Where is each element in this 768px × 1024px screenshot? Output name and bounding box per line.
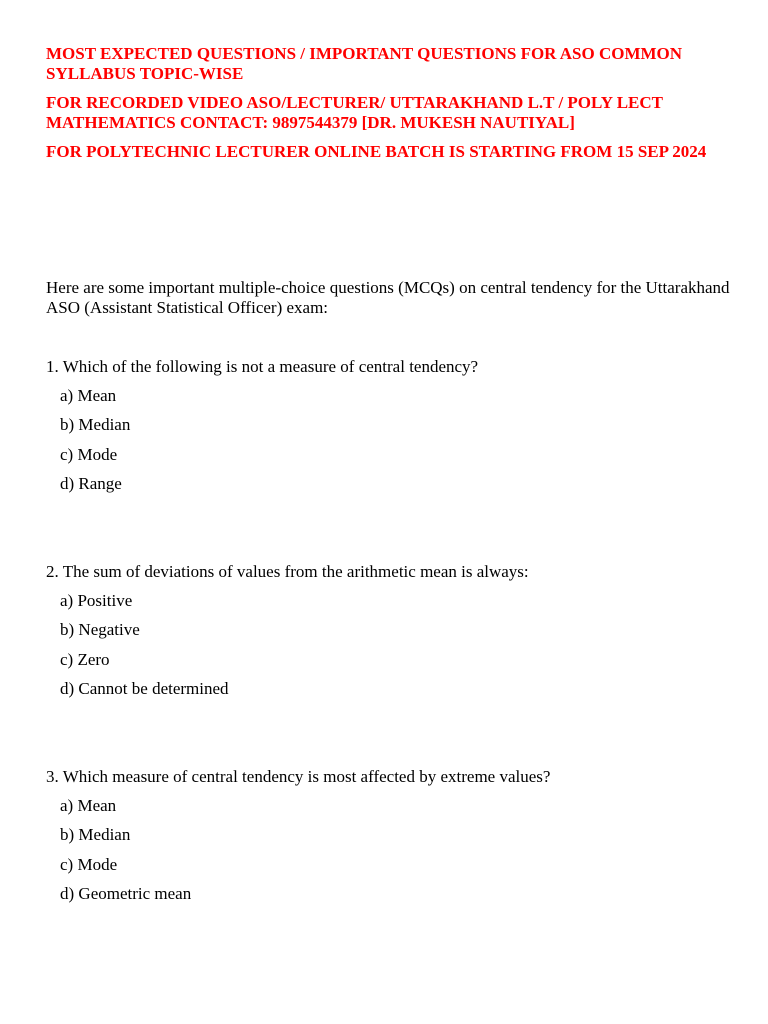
option-d: d) Geometric mean (60, 883, 192, 903)
question-3 (46, 767, 736, 913)
header-batch-notice: FOR POLYTECHNIC LECTURER ONLINE BATCH IS STARTING FROM 15 SEP 2024 (46, 142, 707, 161)
option-d: d) Range (60, 473, 122, 493)
header-title: MOST EXPECTED QUESTIONS / IMPORTANT QUESTIONS FOR ASO COMMON SYLLABUS TOPIC-WISE (46, 44, 683, 83)
option-list (46, 386, 736, 503)
option-b: b) Negative (60, 620, 140, 640)
option-c: c) Zero (60, 649, 110, 669)
option-d: d) Cannot be determined (60, 678, 229, 698)
header-contact: FOR RECORDED VIDEO ASO/LECTURER/ UTTARAKHAND L.T / POLY LECT MATHEMATICS CONTACT: 9897544379 [DR. MUKESH NAUTIYAL] (46, 93, 663, 132)
question-2 (46, 562, 736, 708)
question-text: 2. The sum of deviations of values from the arithmetic mean is always: (46, 562, 529, 581)
intro-paragraph: Here are some important multiple-choice questions (MCQs) on central tendency for the Uttarakhand ASO (Assistant Statistical Officer) exam: (46, 278, 730, 317)
option-a: a) Positive (60, 591, 133, 610)
question-text: 3. Which measure of central tendency is most affected by extreme values? (46, 767, 551, 786)
option-c: c) Mode (60, 854, 118, 874)
option-a: a) Mean (60, 386, 117, 405)
option-b: b) Median (60, 825, 131, 845)
option-b: b) Median (60, 415, 131, 435)
option-c: c) Mode (60, 444, 118, 464)
option-a: a) Mean (60, 796, 117, 815)
option-list (46, 796, 736, 913)
option-list (46, 591, 736, 708)
question-text: 1. Which of the following is not a measure of central tendency? (46, 357, 479, 376)
question-1 (46, 357, 736, 503)
